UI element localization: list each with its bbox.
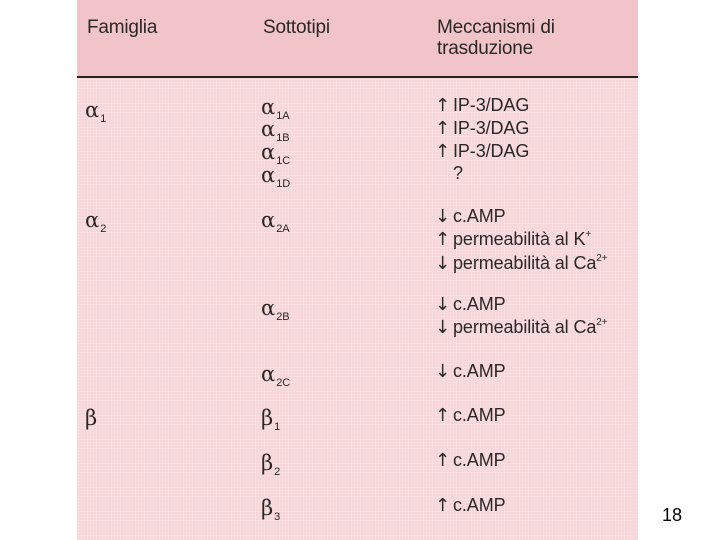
header-famiglia: Famiglia bbox=[87, 17, 158, 38]
arrow-up-icon: ↑ bbox=[435, 229, 450, 250]
arrow-up-icon: ↑ bbox=[435, 118, 450, 139]
mechanism-row: ↓ c.AMP bbox=[435, 361, 506, 382]
family-alpha-1: $\alpha_1$ bbox=[85, 98, 107, 125]
mechanism-row: ↓ permeabilità al $Ca^{2+}$ bbox=[435, 253, 608, 274]
mechanism-row: ? bbox=[453, 163, 463, 183]
subtype-alpha-2b: $\alpha_{2B}$ bbox=[261, 296, 290, 323]
arrow-down-icon: ↓ bbox=[435, 253, 450, 274]
mechanism-row: ↑ c.AMP bbox=[435, 405, 506, 426]
subtype-beta-3: $\beta_3$ bbox=[261, 496, 281, 523]
subtype-alpha-1a: $\alpha_{1A}$ bbox=[261, 95, 290, 122]
mechanism-row: ↓ permeabilità al $Ca^{2+}$ bbox=[435, 317, 608, 338]
mechanism-row: ↑ IP-3/DAG bbox=[435, 141, 530, 162]
header-meccanismi: Meccanismi di bbox=[437, 17, 555, 38]
subtype-alpha-1c: $\alpha_{1C}$ bbox=[261, 140, 291, 167]
family-beta: β bbox=[85, 406, 98, 430]
arrow-down-icon: ↓ bbox=[435, 317, 450, 338]
subtype-beta-1: $\beta_1$ bbox=[261, 406, 281, 433]
arrow-up-icon: ↑ bbox=[435, 405, 450, 426]
subtype-alpha-2c: $\alpha_{2C}$ bbox=[261, 362, 291, 389]
mechanism-row: ↑ c.AMP bbox=[435, 450, 506, 471]
arrow-up-icon: ↑ bbox=[435, 450, 450, 471]
subtype-beta-2: $\beta_2$ bbox=[261, 451, 281, 478]
arrow-up-icon: ↑ bbox=[435, 495, 450, 516]
header-trasduzione: trasduzione bbox=[437, 38, 534, 59]
arrow-down-icon: ↓ bbox=[435, 294, 450, 315]
mechanism-row: ↑ IP-3/DAG bbox=[435, 95, 530, 116]
family-alpha-2: $\alpha_2$ bbox=[85, 208, 107, 235]
receptor-table bbox=[77, 0, 638, 540]
mechanism-row: ↓ c.AMP bbox=[435, 294, 506, 315]
mechanism-row: ↑ IP-3/DAG bbox=[435, 118, 530, 139]
subtype-alpha-1d: $\alpha_{1D}$ bbox=[261, 163, 291, 190]
arrow-up-icon: ↑ bbox=[435, 95, 450, 116]
header-sottotipi: Sottotipi bbox=[263, 17, 330, 38]
mechanism-row: ↑ c.AMP bbox=[435, 495, 506, 516]
mechanism-row: ↑ permeabilità al K+ bbox=[435, 229, 592, 250]
arrow-down-icon: ↓ bbox=[435, 206, 450, 227]
page-number: 18 bbox=[662, 505, 683, 525]
subtype-alpha-1b: $\alpha_{1B}$ bbox=[261, 117, 290, 144]
arrow-up-icon: ↑ bbox=[435, 141, 450, 162]
mechanism-row: ↓ c.AMP bbox=[435, 206, 506, 227]
arrow-down-icon: ↓ bbox=[435, 361, 450, 382]
subtype-alpha-2a: $\alpha_{2A}$ bbox=[261, 208, 290, 235]
table-header bbox=[77, 0, 638, 78]
